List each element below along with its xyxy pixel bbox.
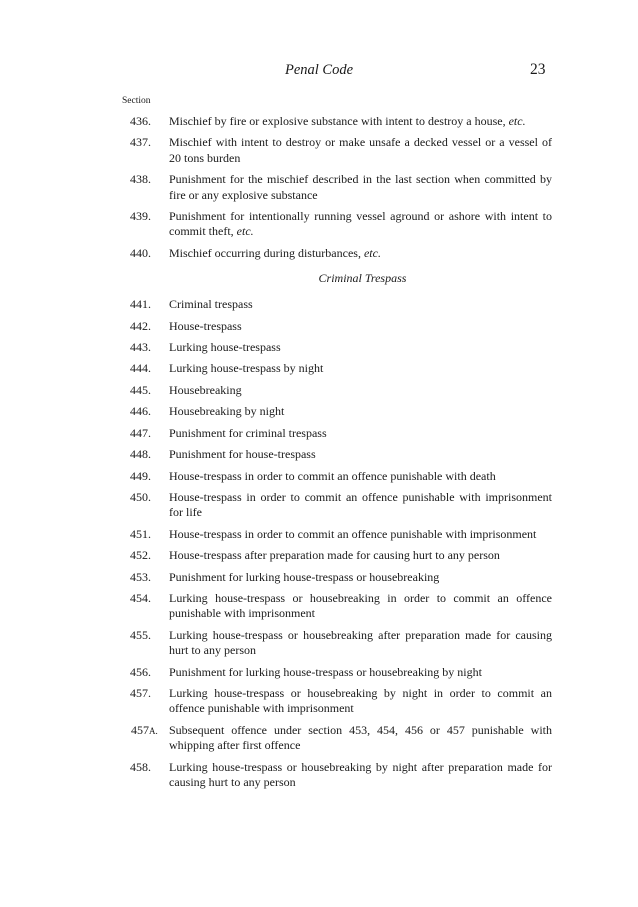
section-entry: [0, 172, 638, 203]
section-entry: [0, 246, 638, 261]
section-entry: [0, 340, 638, 355]
page-number: 23: [530, 61, 546, 78]
section-number: 449.: [130, 468, 151, 483]
section-title: House-trespass after preparation made for causing hurt to any person: [169, 548, 500, 563]
running-header-title: Penal Code: [284, 62, 354, 78]
section-entry: [0, 527, 638, 542]
section-number: 438.: [130, 172, 151, 187]
section-entry: [0, 591, 638, 622]
section-entry: [0, 426, 638, 441]
section-number: 436.: [130, 114, 151, 128]
section-number: 442.: [130, 318, 151, 333]
section-title: House-trespass in order to commit an offence punishable with death: [169, 468, 496, 483]
section-entry: [0, 686, 638, 717]
section-list: [0, 114, 638, 796]
section-title: Lurking house-trespass: [169, 340, 281, 355]
section-title: Lurking house-trespass or housebreaking by night after preparation made for causing hurt to any person: [169, 759, 552, 789]
section-number: 451.: [130, 526, 151, 541]
section-entry: [0, 723, 638, 754]
section-title: Housebreaking: [169, 382, 242, 397]
section-title: Lurking house-trespass or housebreaking in order to commit an offence punishable with imprisonment: [169, 590, 552, 621]
section-entry: [0, 114, 638, 129]
section-title: Punishment for lurking house-trespass or housebreaking: [169, 569, 440, 584]
section-entry: [0, 135, 638, 166]
section-number: 454.: [130, 590, 151, 605]
section-number: 437.: [130, 135, 151, 150]
section-number: 450.: [130, 489, 151, 504]
section-title: House-trespass in order to commit an offence punishable with imprisonment: [169, 526, 537, 541]
section-list-mischief: [0, 114, 638, 261]
section-number: 448.: [130, 447, 151, 462]
section-number: 458.: [130, 759, 151, 774]
section-title: Criminal trespass: [169, 297, 253, 312]
section-number: 440.: [130, 245, 151, 260]
section-entry: [0, 570, 638, 585]
section-title: Punishment for house-trespass: [169, 447, 316, 462]
section-entry: [0, 404, 638, 419]
section-entry: [0, 447, 638, 462]
section-list-criminal-trespass: [0, 297, 638, 790]
section-title: Subsequent offence under section 453, 454, 456 or 457 punishable with whipping after first offence: [169, 722, 552, 753]
section-number: 455.: [130, 627, 151, 642]
section-entry: [0, 297, 638, 312]
section-entry: [0, 209, 638, 240]
section-number: 445.: [130, 382, 151, 397]
subheading-criminal-trespass: Criminal Trespass: [318, 271, 407, 286]
section-number: 446.: [130, 404, 151, 419]
section-title: Mischief with intent to destroy or make unsafe a decked vessel or a vessel of 20 tons burden: [169, 135, 552, 165]
section-column-label: Section: [122, 96, 151, 106]
section-number: 457A.: [131, 722, 158, 737]
section-title: Lurking house-trespass or housebreaking after preparation made for causing hurt to any person: [169, 627, 552, 658]
section-title: Housebreaking by night: [169, 404, 285, 419]
section-number: 444.: [130, 361, 151, 376]
section-title: Lurking house-trespass by night: [169, 361, 324, 376]
section-title: Mischief occurring during disturbances, etc.: [169, 245, 381, 260]
section-number: 441.: [130, 297, 151, 312]
section-number: 453.: [130, 569, 151, 584]
section-entry: [0, 760, 638, 791]
section-title: Punishment for the mischief described in the last section when committed by fire or any explosive substance: [169, 172, 552, 202]
section-title: Mischief by fire or explosive substance with intent to destroy a house, etc.: [169, 114, 526, 128]
section-title: House-trespass in order to commit an offence punishable with imprisonment for life: [169, 489, 552, 520]
section-number: 457.: [130, 685, 151, 700]
section-title: Punishment for intentionally running vessel aground or ashore with intent to commit theft, etc.: [169, 209, 552, 239]
section-number: 443.: [130, 340, 151, 355]
section-entry: [0, 469, 638, 484]
section-number: 452.: [130, 548, 151, 563]
section-title: Lurking house-trespass or housebreaking by night in order to commit an offence punishable with imprisonment: [169, 685, 552, 716]
section-entry: [0, 628, 638, 659]
section-entry: [0, 548, 638, 563]
section-entry: [0, 383, 638, 398]
section-entry: [0, 490, 638, 521]
section-title: Punishment for lurking house-trespass or housebreaking by night: [169, 664, 482, 679]
section-number: 439.: [130, 209, 151, 224]
section-entry: [0, 665, 638, 680]
section-entry: [0, 361, 638, 376]
section-number: 456.: [130, 664, 151, 679]
section-number: 447.: [130, 425, 151, 440]
section-entry: [0, 319, 638, 334]
section-title: Punishment for criminal trespass: [169, 425, 327, 440]
section-title: House-trespass: [169, 318, 242, 333]
